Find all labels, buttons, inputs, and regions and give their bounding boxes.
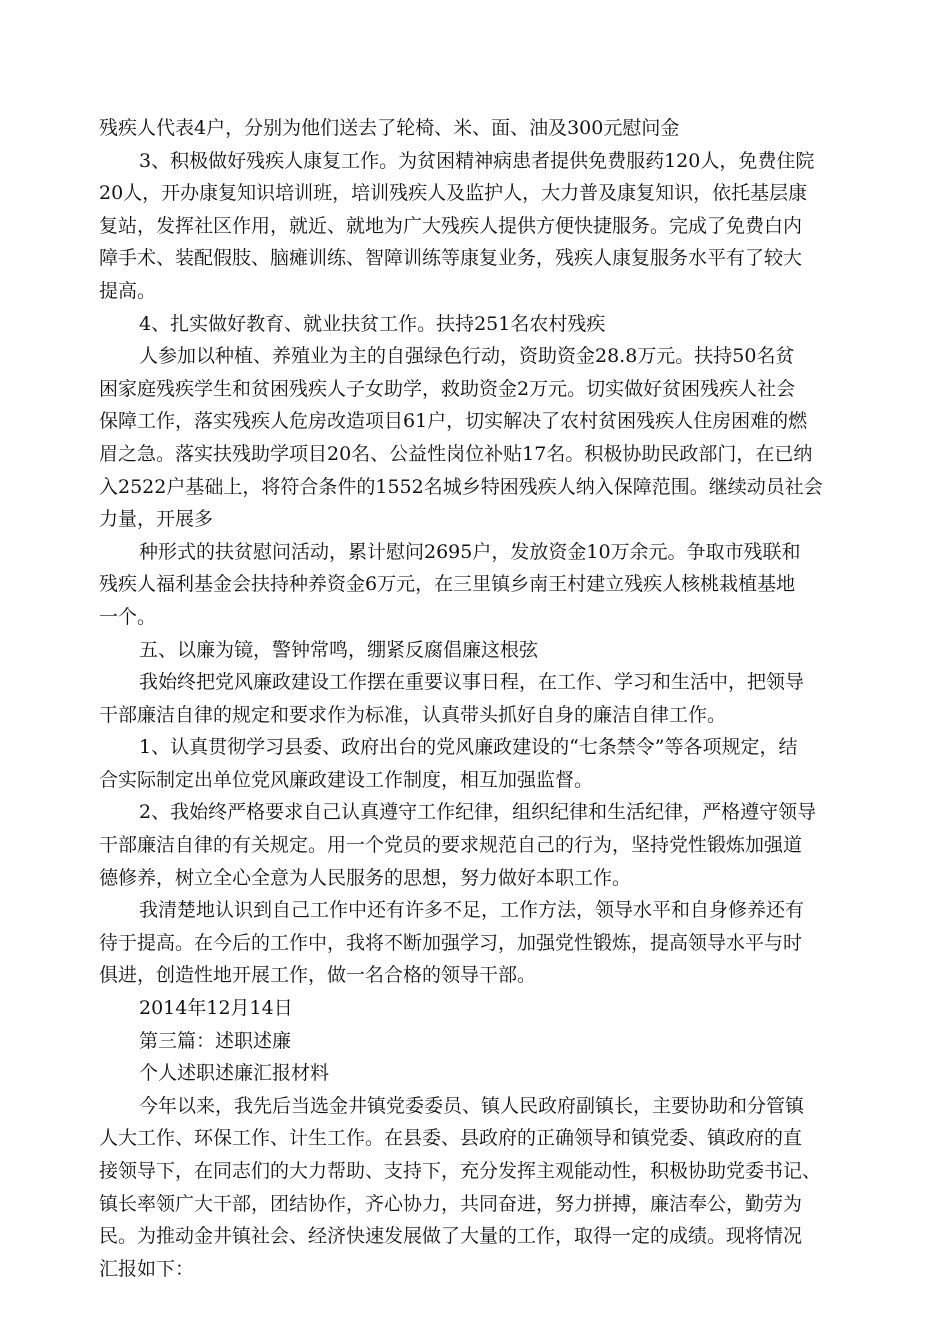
text-line: 3、积极做好残疾人康复工作。为贫困精神病患者提供免费服药120人，免费住院 <box>139 149 815 172</box>
text-line: 困家庭残疾学生和贫困残疾人子女助学，救助资金2万元。切实做好贫困残疾人社会 <box>99 377 796 400</box>
text-line: 障手术、装配假肢、脑瘫训练、智障训练等康复业务，残疾人康复服务水平有了较大 <box>99 247 803 270</box>
text-line: 力量，开展多 <box>99 508 214 531</box>
text-line: 今年以来，我先后当选金井镇党委委员、镇人民政府副镇长，主要协助和分管镇 <box>139 1094 805 1117</box>
text-line: 个人述职述廉汇报材料 <box>139 1062 330 1085</box>
text-line: 干部廉洁自律的规定和要求作为标准，认真带头抓好自身的廉洁自律工作。 <box>99 703 727 726</box>
text-line: 2014年12月14日 <box>139 997 293 1020</box>
text-line: 我始终把党风廉政建设工作摆在重要议事日程，在工作、学习和生活中，把领导 <box>139 671 805 694</box>
text-line: 待于提高。在今后的工作中，我将不断加强学习，加强党性锻炼，提高领导水平与时 <box>99 931 803 954</box>
text-line: 1、认真贯彻学习县委、政府出台的党风廉政建设的“七条禁令”等各项规定，结 <box>139 736 798 759</box>
text-line: 复站，发挥社区作用，就近、就地为广大残疾人提供方便快捷服务。完成了免费白内 <box>99 214 803 237</box>
text-line: 人参加以种植、养殖业为主的自强绿色行动，资助资金28.8万元。扶持50名贫 <box>139 345 795 368</box>
text-line: 接领导下，在同志们的大力帮助、支持下，充分发挥主观能动性，积极协助党委书记、 <box>99 1160 822 1182</box>
text-line: 合实际制定出单位党风廉政建设工作制度，相互加强监督。 <box>99 768 594 791</box>
text-line: 提高。 <box>99 279 157 302</box>
text-line: 入2522户基础上，将符合条件的1552名城乡特困残疾人纳入保障范围。继续动员社会 <box>99 475 823 498</box>
text-line: 汇报如下： <box>99 1257 195 1280</box>
text-line: 残疾人福利基金会扶持种养资金6万元，在三里镇乡南王村建立残疾人核桃栽植基地 <box>99 573 796 596</box>
text-line: 人大工作、环保工作、计生工作。在县委、县政府的正确领导和镇党委、镇政府的直 <box>99 1127 803 1150</box>
text-line: 我清楚地认识到自己工作中还有许多不足，工作方法，领导水平和自身修养还有 <box>139 899 805 922</box>
text-line: 残疾人代表4户，分别为他们送去了轮椅、米、面、油及300元慰问金 <box>99 117 680 139</box>
text-line: 4、扎实做好教育、就业扶贫工作。扶持251名农村残疾 <box>139 312 606 335</box>
text-line: 俱进，创造性地开展工作，做一名合格的领导干部。 <box>99 964 537 987</box>
document-body <box>99 112 859 1285</box>
text-line: 保障工作，落实残疾人危房改造项目61户，切实解决了农村贫困残疾人住房困难的燃 <box>99 410 808 433</box>
text-line: 第三篇：述职述廉 <box>139 1029 292 1052</box>
text-line: 民。为推动金井镇社会、经济快速发展做了大量的工作，取得一定的成绩。现将情况 <box>99 1225 803 1248</box>
text-line: 五、以廉为镜，警钟常鸣，绷紧反腐倡廉这根弦 <box>139 638 539 661</box>
text-line: 20人，开办康复知识培训班，培训残疾人及监护人，大力普及康复知识，依托基层康 <box>99 182 808 205</box>
text-line: 德修养，树立全心全意为人民服务的思想，努力做好本职工作。 <box>99 866 632 889</box>
text-line: 眉之急。落实扶残助学项目20名、公益性岗位补贴17名。积极协助民政部门，在已纳 <box>99 442 813 465</box>
text-line: 种形式的扶贫慰问活动，累计慰问2695户，发放资金10万余元。争取市残联和 <box>139 540 801 563</box>
text-line: 镇长率领广大干部，团结协作，齐心协力，共同奋进，努力拼搏，廉洁奉公，勤劳为 <box>99 1192 803 1215</box>
text-line: 一个。 <box>99 605 157 628</box>
text-line: 干部廉洁自律的有关规定。用一个党员的要求规范自己的行为，坚持党性锻炼加强道 <box>99 834 803 857</box>
text-line: 2、我始终严格要求自己认真遵守工作纪律，组织纪律和生活纪律，严格遵守领导 <box>139 801 817 824</box>
